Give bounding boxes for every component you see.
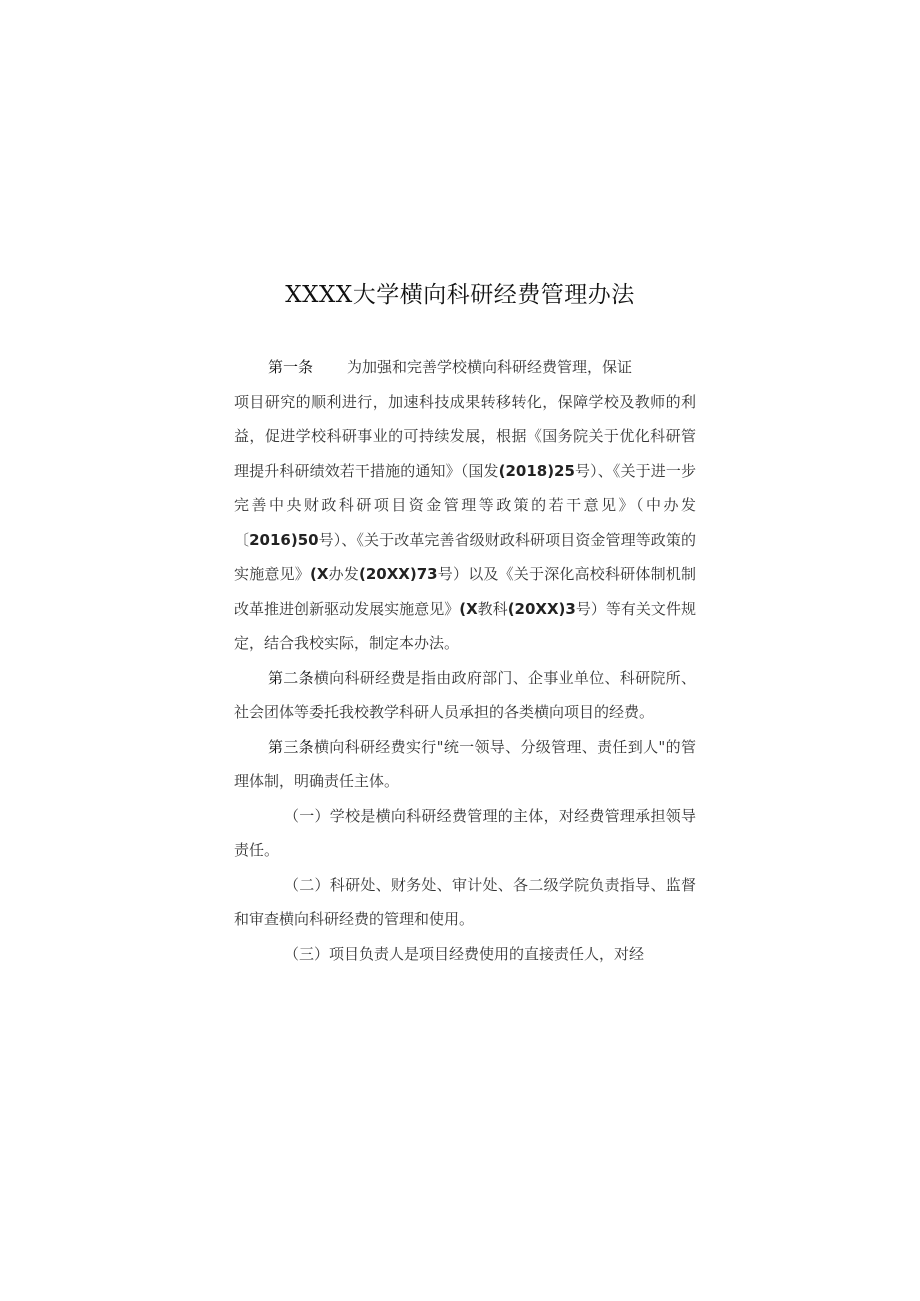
article-1-ref-e: (X (459, 599, 478, 618)
article-2-label: 第二条 (268, 668, 314, 687)
article-3-text: 横向科研经费实行"统一领导、分级管理、责任到人"的管理体制，明确责任主体。 (234, 737, 696, 790)
clause-2: （二）科研处、财务处、审计处、各二级学院负责指导、监督和审查横向科研经费的管理和使用。 (234, 875, 696, 928)
article-1-text-b: 号）、《关于进一步完善中央财政科研项目资金管理等政策的若干意见》（中办发〔 (234, 461, 696, 549)
article-3-label: 第三条 (268, 737, 314, 756)
article-1-first-line: 为加强和完善学校横向科研经费管理，保证 (347, 358, 633, 376)
article-1-text-e: 号）以及《关于深化高校科研体制机制改革推进创新驱动发展实施意见》 (234, 565, 696, 618)
clause-3: （三）项目负责人是项目经费使用的直接责任人，对经 (284, 944, 645, 963)
article-1-ref-b: 2016)50 (249, 530, 319, 549)
article-1-ref-f: (20XX)3 (507, 599, 576, 618)
article-1-ref-c: (X (310, 565, 329, 583)
article-2 (234, 661, 696, 730)
article-1-text-g: 号）等有关文件规定，结合我校实际，制定本办法。 (234, 599, 696, 652)
clause-1: （一）学校是横向科研经费管理的主体，对经费管理承担领导责任。 (234, 806, 696, 859)
document-title: XXXX大学横向科研经费管理办法 (285, 282, 635, 308)
article-1-text-f: 教科 (477, 599, 508, 618)
article-1-text-d: 办发 (328, 565, 360, 583)
article-1-ref-a: (2018)25 (498, 461, 575, 480)
article-3 (234, 730, 696, 799)
article-1-ref-d: (20XX)73 (359, 565, 438, 583)
article-1-label: 第一条 (268, 358, 314, 376)
article-1-text-a: 项目研究的顺利进行，加速科技成果转移转化，保障学校及教师的利益，促进学校科研事业的可持续发展，根据《国务院关于优化科研管理提升科研绩效若干措施的通知》（国发 (234, 392, 696, 480)
article-1 (234, 350, 696, 661)
document-body (234, 350, 696, 971)
article-2-text: 横向科研经费是指由政府部门、企事业单位、科研院所、社会团体等委托我校教学科研人员承担的各类横向项目的经费。 (234, 668, 696, 721)
article-1-text-c: 号）、《关于改革完善省级财政科研项目资金管理等政策的实施意见》 (234, 530, 696, 583)
